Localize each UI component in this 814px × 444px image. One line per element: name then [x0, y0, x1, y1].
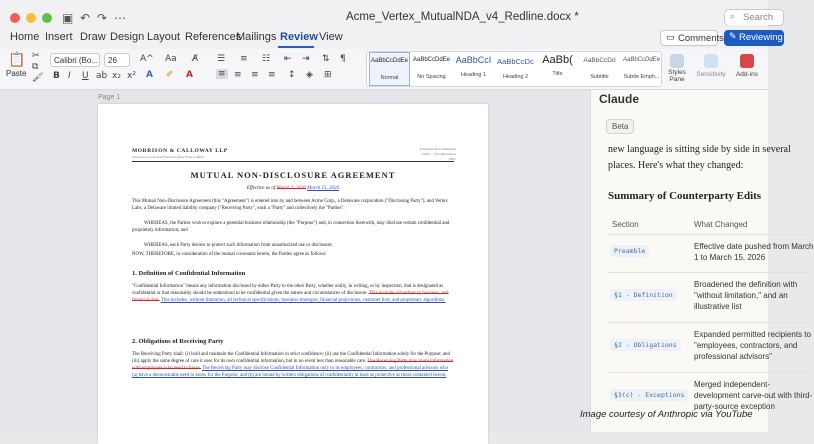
line-spacing-icon[interactable]: ↕: [288, 70, 296, 80]
firm-subtitle: Attorneys at Law San Francisco New York London: [132, 155, 204, 159]
search-placeholder: Search: [743, 12, 774, 23]
underline-icon[interactable]: U: [82, 71, 89, 81]
style-heading-1[interactable]: [453, 52, 494, 86]
panel-title: Claude: [599, 92, 640, 106]
copy-icon[interactable]: ⧉: [32, 62, 39, 72]
style-sample: AaBbCcI: [455, 55, 492, 65]
sensitivity-label: Sensitivity: [696, 71, 726, 78]
tab-view[interactable]: View: [319, 31, 343, 43]
reviewing-button[interactable]: [724, 30, 784, 46]
save-icon[interactable]: ▣: [62, 11, 74, 25]
change-description: Expanded permitted recipients to "employees, contractors, and professional advisors": [694, 330, 811, 361]
column-header-changed: What Changed: [694, 220, 748, 229]
style-subtitle[interactable]: [579, 52, 620, 86]
add-ins-icon[interactable]: [740, 54, 754, 68]
tab-references[interactable]: References: [185, 31, 242, 43]
cut-icon[interactable]: ✂: [32, 51, 40, 61]
comments-label: Comments: [678, 33, 724, 44]
text-effects-icon[interactable]: A: [146, 70, 153, 80]
section-1-text: "Confidential Information" means any information disclosed by either Party to the other Party, whether orally, in writing, or by inspection, that is designated as confidential or that reasonably should be understood to be confidential given the nature and circumstances of disclosure.: [132, 284, 444, 296]
change-description: Effective date pushed from March 1 to March 15, 2026: [694, 242, 814, 262]
ribbon-toolbar: [0, 49, 768, 90]
strikethrough-icon[interactable]: ab: [96, 71, 108, 81]
align-center-icon[interactable]: ≡: [234, 70, 242, 80]
claude-panel: [590, 90, 814, 432]
style-name: Normal: [380, 75, 399, 81]
more-icon[interactable]: ⋯: [114, 11, 126, 25]
undo-icon[interactable]: ↶: [80, 11, 91, 25]
numbering-icon[interactable]: ≡: [240, 54, 248, 64]
change-description: Broadened the definition with "without limitation," and an illustrative list: [694, 280, 798, 311]
image-credit: Image courtesy of Anthropic via YouTube: [580, 409, 753, 420]
header-rule: [132, 161, 454, 162]
now-therefore-paragraph: NOW, THEREFORE, in consideration of the mutual covenants herein, the Parties agree as follows:: [132, 252, 327, 257]
whereas-paragraph-2: WHEREAS, each Party desires to protect such information from unauthorized use or disclosure;: [144, 243, 333, 248]
style-normal[interactable]: [369, 52, 410, 86]
multilevel-list-icon[interactable]: ☷: [262, 54, 271, 64]
shading-icon[interactable]: ◈: [306, 70, 313, 80]
highlight-icon[interactable]: ✐: [166, 70, 174, 80]
comment-icon: ▭: [666, 33, 675, 43]
styles-gallery: [366, 51, 662, 87]
whereas-paragraph-1: WHEREAS, the Parties wish to explore a potential business relationship (the "Purpose") and, in connection therewith, may disclose certain confidential and proprietary information; and: [132, 221, 450, 233]
draft-note: Draft — For Discussion Only: [422, 152, 456, 161]
response-intro: new language is sitting side by side in several places. Here's what they changed:: [608, 144, 791, 171]
section-chip[interactable]: Preamble: [610, 245, 649, 257]
privileged-note: [416, 147, 456, 162]
search-input[interactable]: [724, 9, 784, 26]
document-page[interactable]: [98, 104, 488, 444]
style-sample: AaBbCcDdEe: [412, 57, 451, 63]
bullets-icon[interactable]: ☰: [217, 54, 226, 64]
redo-icon[interactable]: ↷: [97, 11, 108, 25]
subscript-icon[interactable]: x₂: [112, 71, 121, 81]
font-name-select[interactable]: Calibri (Bo...: [50, 53, 100, 67]
paste-label: Paste: [6, 69, 27, 78]
tab-mailings[interactable]: Mailings: [236, 31, 277, 43]
style-name: Heading 2: [502, 74, 529, 80]
column-header-section: Section: [612, 220, 639, 229]
show-marks-icon[interactable]: ¶: [340, 54, 346, 64]
active-tab-indicator: [278, 46, 314, 48]
zoom-window-button[interactable]: [42, 13, 52, 23]
section-1-heading: 1. Definition of Confidential Information: [132, 270, 246, 277]
style-heading-2[interactable]: [495, 52, 536, 86]
table-row: [608, 272, 808, 322]
search-icon: ⌕: [730, 12, 736, 22]
tab-insert[interactable]: Insert: [45, 31, 73, 43]
style-name: Title: [552, 71, 563, 77]
inserted-date: March 15, 2026: [307, 186, 340, 191]
section-2-paragraph: [132, 351, 454, 379]
section-chip[interactable]: §1 - Definition: [610, 289, 677, 301]
superscript-icon[interactable]: x²: [127, 71, 136, 81]
paste-icon[interactable]: 📋: [8, 52, 26, 68]
document-heading: MUTUAL NON-DISCLOSURE AGREEMENT: [190, 170, 396, 180]
align-right-icon[interactable]: ≡: [251, 70, 259, 80]
tab-review[interactable]: Review: [280, 31, 318, 43]
beta-badge: Beta: [606, 119, 634, 134]
sensitivity-icon[interactable]: [704, 54, 718, 68]
style-subtle-emphasis[interactable]: [621, 52, 662, 86]
decrease-indent-icon[interactable]: ⇤: [284, 54, 292, 64]
section-1-paragraph: [132, 283, 454, 304]
borders-icon[interactable]: ⊞: [324, 70, 332, 80]
intro-paragraph: This Mutual Non-Disclosure Agreement (this "Agreement") is entered into by and between Acme Corp., a Delaware corporation ("Disclosing Party"), and Vertex Labs, a Delaware limited liability company ("Receiving Party", each a "Party" and collectively the "Parties".: [132, 199, 448, 211]
effective-prefix: Effective as of: [246, 186, 276, 191]
section-2-text: The Receiving Party shall: (i) hold and maintain the Confidential Information in strict confidence; (ii) use the Confidential Information solely for the Purpose; and (iii) apply the same degree of care it uses for its own confidential information, but in no event less than reasonable care.: [132, 352, 450, 364]
style-sample: AaBb(: [542, 54, 573, 66]
style-sample: AaBbCcDdEe: [622, 57, 661, 63]
ribbon-tabs: [0, 25, 783, 49]
page-label: Page 1: [98, 94, 121, 101]
table-row: [608, 322, 811, 372]
pencil-icon: ✎: [729, 32, 737, 42]
document-area: [0, 90, 590, 432]
style-no-spacing[interactable]: [411, 52, 452, 86]
styles-pane-label: Styles Pane: [668, 69, 686, 83]
tab-draw[interactable]: Draw: [80, 31, 106, 43]
tab-layout[interactable]: Layout: [147, 31, 181, 43]
effective-date-line: [98, 186, 488, 191]
font-size-select[interactable]: 26: [104, 53, 130, 67]
summary-heading: Summary of Counterparty Edits: [608, 190, 762, 202]
justify-icon[interactable]: ≡: [268, 70, 276, 80]
section-2-deleted: The Receiving Party may share information with employees who need to know.: [132, 359, 454, 371]
section-1-deleted: This includes all technical, business, and financial data.: [132, 291, 449, 303]
style-name: Subtitle: [590, 74, 609, 80]
privileged-text: Privileged & Confidential: [419, 147, 456, 151]
style-sample: AaBbCcDc: [497, 57, 534, 66]
tab-home[interactable]: Home: [10, 31, 40, 43]
style-sample: AaBbCcDd: [583, 57, 616, 64]
document-title: Acme_Vertex_MutualNDA_v4_Redline.docx *: [346, 11, 579, 23]
format-painter-icon[interactable]: 🖌: [32, 73, 44, 83]
section-2-inserted: The Receiving Party may disclose Confidential Information only to its employees, contractors, and professional advisors who (a) have a demonstrable need to know for the Purpose, and (b) are bound by written obligations of confidentiality at least as protective as those contained herein.: [132, 366, 449, 378]
section-chip[interactable]: §2 - Obligations: [610, 339, 681, 351]
change-case-icon[interactable]: Aa: [165, 54, 177, 64]
style-sample: AaBbCcDdEe: [370, 58, 409, 64]
firm-name: MORRISON & CALLOWAY LLP: [132, 148, 228, 154]
close-window-button[interactable]: [10, 13, 20, 23]
clear-formatting-icon[interactable]: A̸: [192, 54, 199, 64]
section-1-inserted: This includes, without limitation, all technical specifications, business strategies, financial projections, customer lists, and proprietary algorithms.: [160, 298, 446, 303]
align-left-icon[interactable]: ≡: [218, 69, 226, 79]
styles-pane-icon[interactable]: [670, 54, 684, 68]
section-2-heading: 2. Obligations of Receiving Party: [132, 338, 224, 345]
reviewing-label: Reviewing: [739, 32, 783, 43]
style-name: No Spacing: [417, 74, 446, 80]
change-description: Merged independent-development carve-out with third-party-source exception: [694, 380, 813, 411]
bold-icon[interactable]: B: [53, 71, 60, 81]
style-name: Subtle Emph...: [623, 74, 660, 80]
minimize-window-button[interactable]: [26, 13, 36, 23]
sort-icon[interactable]: ⇅: [322, 54, 330, 64]
italic-icon[interactable]: I: [68, 71, 71, 81]
comments-button[interactable]: [660, 30, 724, 46]
style-name: Heading 1: [460, 72, 487, 78]
tab-design[interactable]: Design: [110, 31, 145, 43]
table-row: [608, 234, 814, 272]
font-grow-icon[interactable]: A^: [140, 54, 154, 64]
section-chip[interactable]: §3(c) - Exceptions: [610, 389, 688, 401]
increase-indent-icon[interactable]: ⇥: [302, 54, 310, 64]
add-ins-label: Add-ins: [735, 71, 759, 78]
font-color-icon[interactable]: A: [186, 70, 193, 80]
deleted-date: March 1, 2026: [276, 186, 306, 191]
style-title[interactable]: [537, 52, 578, 86]
